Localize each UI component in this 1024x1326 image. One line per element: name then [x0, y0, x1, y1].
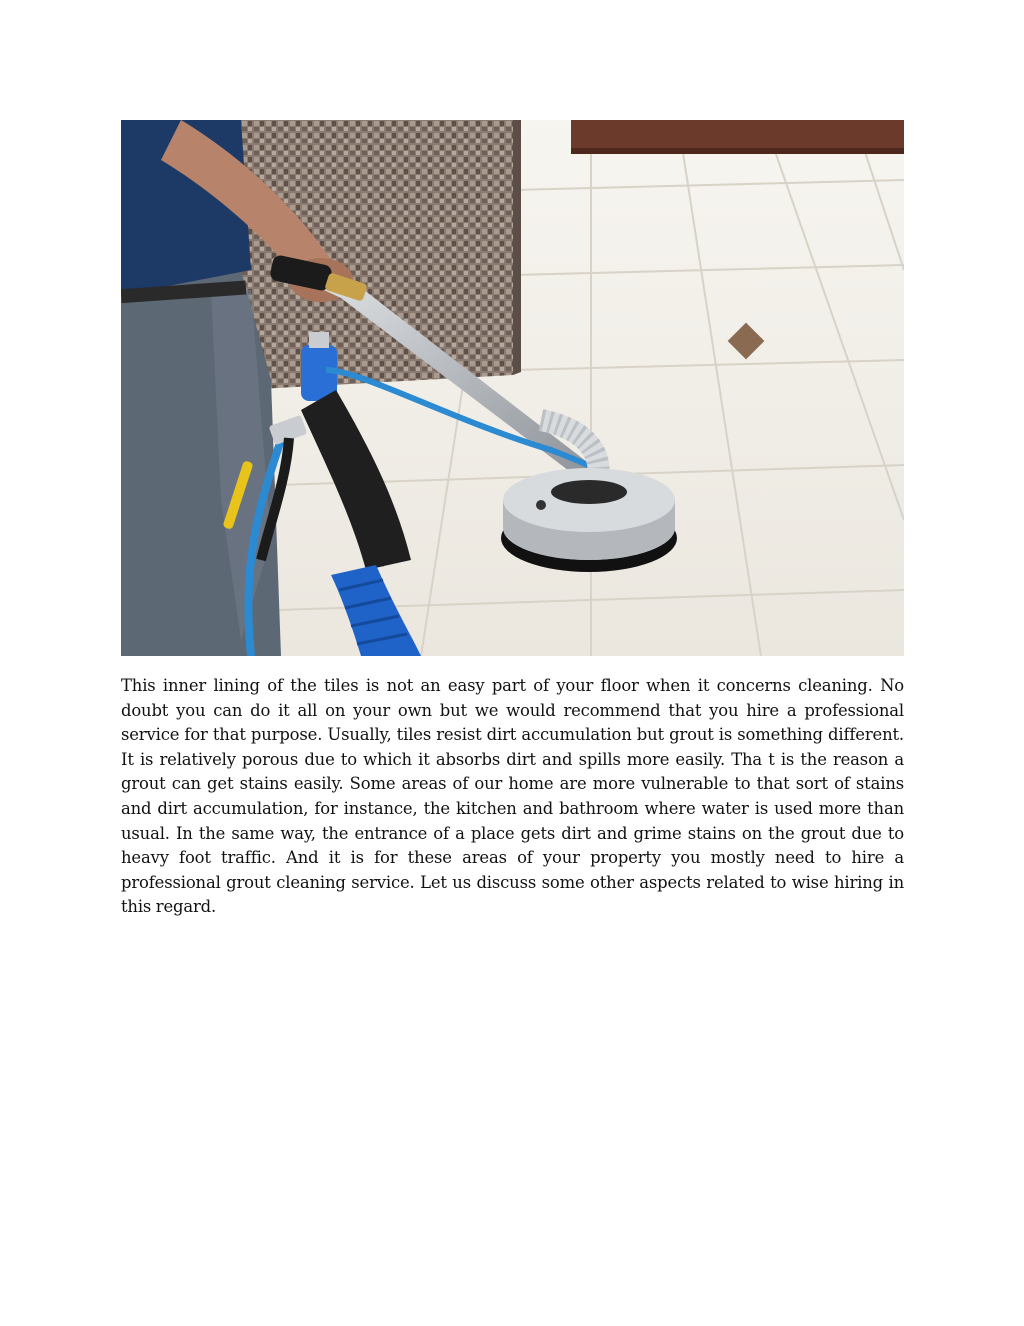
body-paragraph: This inner lining of the tiles is not an easy part of your floor when it concerns cleaning. No doubt you can do it all on your own but we would recommend that you hire a professional service for that purpose. Usually, tiles resist dirt accumulation but grout is something different. It is relatively porous due to which it absorbs dirt and spills more easily. Tha t is the reason a grout can get stains easily. Some areas of our home are more vulnerable to that sort of stains and dirt accumulation, for instance, the kitchen and bathroom where water is used more than usual. In the same way, the entrance of a place gets dirt and grime stains on the grout due to heavy foot traffic. And it is for these areas of your property you mostly need to hire a professional grout cleaning service. Let us discuss some other aspects related to wise hiring in this regard. — [121, 676, 904, 917]
wood-cabinet — [571, 120, 904, 150]
grout-cleaning-photo — [121, 120, 904, 656]
photo-illustration — [121, 120, 904, 656]
